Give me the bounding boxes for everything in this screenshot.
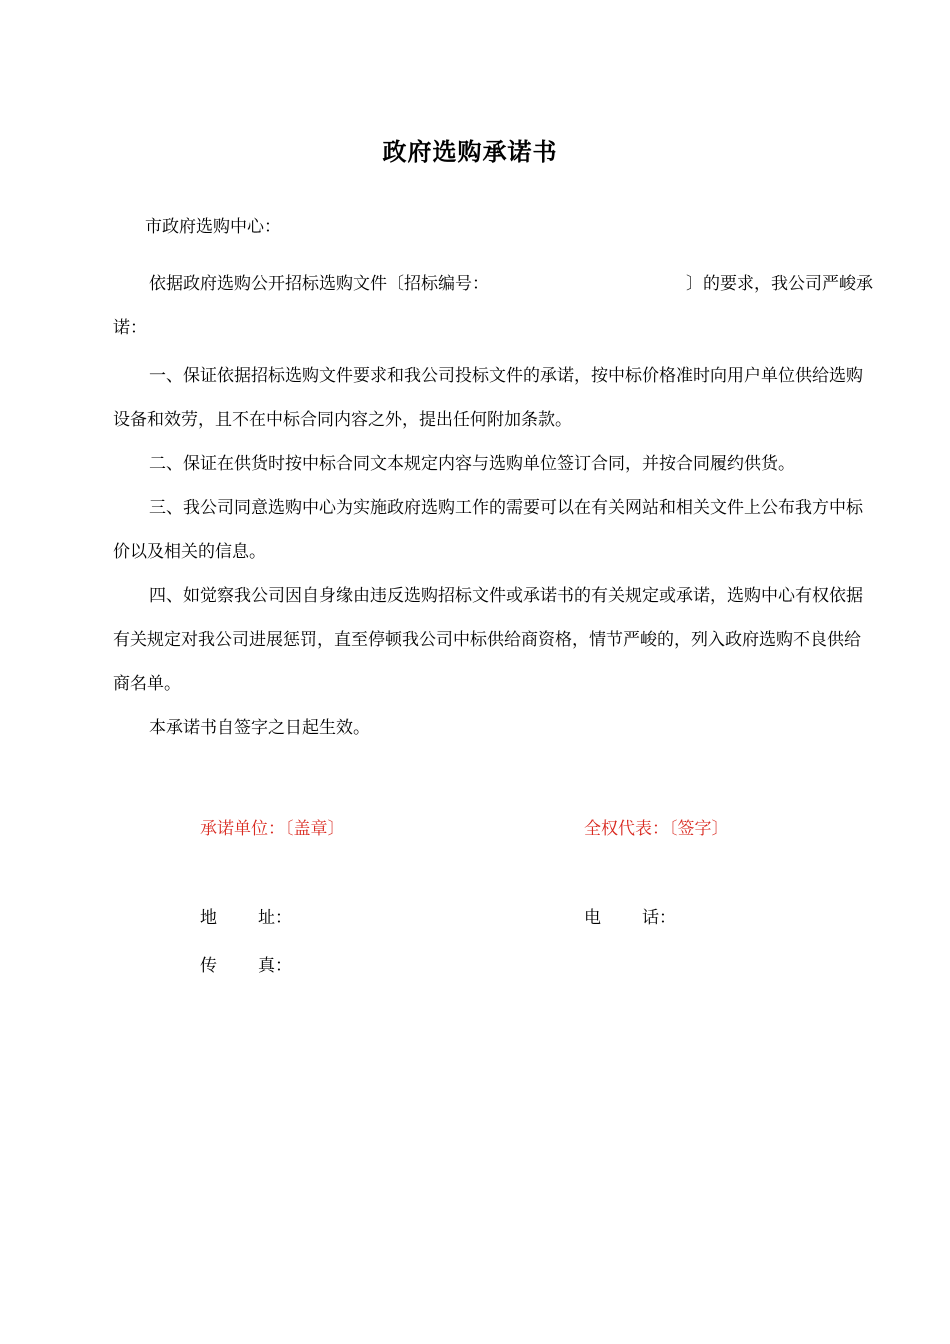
fax-label-char1: 传 xyxy=(200,956,217,976)
intro-text-part1: 依据政府选购公开招标选购文件〔招标编号： xyxy=(149,274,489,294)
commitment-item-3: 三、我公司同意选购中心为实施政府选购工作的需要可以在有关网站和相关文件上公布我方中标价以及相关的信息。 xyxy=(113,498,863,562)
effective-statement: 本承诺书自签字之日起生效。 xyxy=(149,718,370,738)
intro-text-part2: 〕的要求，我公司严峻承 xyxy=(686,274,873,294)
authorized-rep-label: 全权代表：〔签字〕 xyxy=(584,819,729,839)
phone-label-char2: 话： xyxy=(642,908,676,928)
phone-label-char1: 电 xyxy=(584,908,601,928)
commitment-item-2: 二、保证在供货时按中标合同文本规定内容与选购单位签订合同，并按合同履约供货。 xyxy=(149,454,795,474)
commitment-items xyxy=(113,354,873,750)
intro-paragraph xyxy=(113,262,873,350)
intro-text-part3: 诺： xyxy=(113,318,147,338)
fax-label xyxy=(200,951,292,976)
committing-unit-label: 承诺单位：〔盖章〕 xyxy=(200,819,345,839)
fax-label-char2: 真： xyxy=(258,956,292,976)
document-title: 政府选购承诺书 xyxy=(382,137,558,166)
address-label xyxy=(200,903,292,928)
salutation: 市政府选购中心： xyxy=(145,217,281,237)
phone-label xyxy=(584,903,676,928)
bid-number-blank xyxy=(518,262,658,306)
commitment-item-4: 四、如觉察我公司因自身缘由违反选购招标文件或承诺书的有关规定或承诺，选购中心有权依据有关规定对我公司进展惩罚，直至停顿我公司中标供给商资格，情节严峻的，列入政府选购不良供给商名单。 xyxy=(113,586,863,694)
address-label-char2: 址： xyxy=(258,908,292,928)
commitment-item-1: 一、保证依据招标选购文件要求和我公司投标文件的承诺，按中标价格准时向用户单位供给选购设备和效劳，且不在中标合同内容之外，提出任何附加条款。 xyxy=(113,366,863,430)
address-label-char1: 地 xyxy=(200,908,217,928)
